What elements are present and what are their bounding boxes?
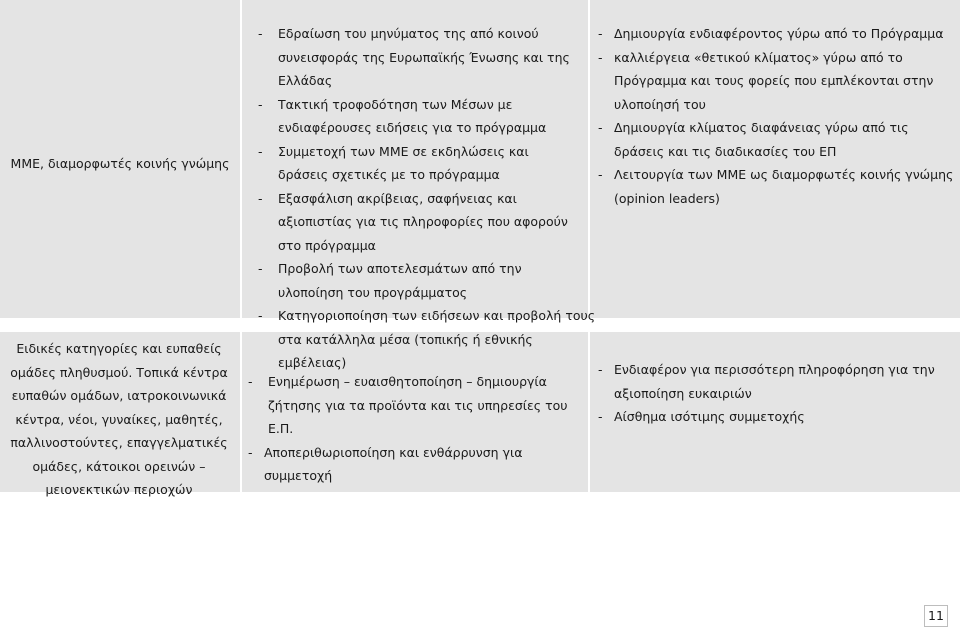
objectives-cell	[250, 22, 596, 375]
page-number: 11	[924, 605, 948, 627]
column-divider	[240, 0, 242, 318]
list-item: - Ενδιαφέρον για περισσότερη πληροφόρηση για την αξιοποίηση ευκαιριών	[598, 362, 935, 401]
list-item: - Προβολή των αποτελεσμάτων από την υλοποίηση του προγράμματος	[258, 261, 522, 300]
list-item: - Κατηγοριοποίηση των ειδήσεων και προβολή τους στα κατάλληλα μέσα (τοπικής ή εθνικής εμβέλειας)	[258, 308, 596, 370]
list-item: - Αποπεριθωριοποίηση και ενθάρρυνση για συμμετοχή	[248, 444, 523, 483]
results-cell	[590, 22, 954, 210]
row-label: ΜΜΕ, διαμορφωτές κοινής γνώμης	[10, 156, 230, 171]
list-item: - Δημιουργία ενδιαφέροντος γύρω από το Πρόγραμμα	[598, 26, 944, 41]
list-item: - Δημιουργία κλίματος διαφάνειας γύρω από τις δράσεις και τις διαδικασίες του ΕΠ	[598, 120, 909, 159]
results-cell	[590, 358, 950, 429]
list-item: - Συμμετοχή των ΜΜΕ σε εκδηλώσεις και δράσεις σχετικές με το πρόγραμμα	[258, 143, 529, 182]
list-item: - Εξασφάλιση ακρίβειας, σαφήνειας και αξιοπιστίας για τις πληροφορίες που αφορούν στο πρόγραμμα	[258, 190, 568, 253]
objectives-cell	[240, 370, 580, 488]
list-item: - Αίσθημα ισότιμης συμμετοχής	[598, 409, 805, 424]
list-item: - Λειτουργία των ΜΜΕ ως διαμορφωτές κοινής γνώμης (opinion leaders)	[598, 167, 954, 206]
list-item: - καλλιέργεια «θετικού κλίματος» γύρω από το Πρόγραμμα και τους φορείς που εμπλέκονται στην υλοποίησή του	[598, 49, 934, 112]
list-item: - Τακτική τροφοδότηση των Μέσων με ενδιαφέρουσες ειδήσεις για το πρόγραμμα	[258, 96, 547, 135]
list-item: - Ενημέρωση – ευαισθητοποίηση – δημιουργία ζήτησης για τα προϊόντα και τις υπηρεσίες του Ε.Π.	[248, 374, 568, 436]
list-item: - Εδραίωση του μηνύματος της από κοινού συνεισφοράς της Ευρωπαϊκής Ένωσης και της Ελλάδας	[258, 26, 570, 88]
row-label: Ειδικές κατηγορίες και ευπαθείς ομάδες πληθυσμού. Τοπικά κέντρα ευπαθών ομάδων, ιατροκοινωνικά κέντρα, νέοι, γυναίκες, μαθητές, παλλινοστούντες, επαγγελματικές ομάδες, κάτοικοι ορεινών – μειονεκτικών περιοχών	[10, 341, 228, 497]
